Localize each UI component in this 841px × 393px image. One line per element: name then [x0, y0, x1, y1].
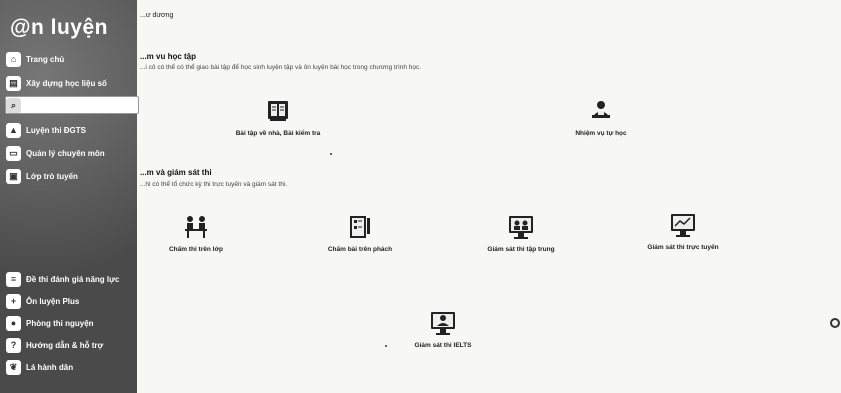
tool-label: Nhiệm vụ tự học: [575, 130, 627, 137]
sidebar-item-help[interactable]: [6, 336, 130, 354]
sidebar-item-label: Lớp trò tuyến: [26, 171, 78, 181]
home-icon: ⌂: [6, 52, 21, 67]
sidebar-item-active[interactable]: [5, 96, 139, 114]
sidebar-item-exam-room[interactable]: [6, 314, 130, 332]
tool-ielts-supervision[interactable]: [353, 310, 533, 349]
tool-label: Giám sát thi trực tuyến: [647, 244, 719, 251]
sidebar-item-digital-materials[interactable]: [6, 74, 130, 92]
sidebar-item-home[interactable]: [6, 50, 130, 68]
book-open-icon: [263, 98, 293, 124]
student-desk-icon: [586, 98, 616, 124]
monitor-chart-icon: [668, 212, 698, 238]
app-logo[interactable]: @n luyện: [10, 16, 108, 39]
sidebar-item-label: Trang chủ: [26, 54, 65, 64]
sidebar: [0, 0, 137, 393]
leaf-icon: ❦: [6, 360, 21, 375]
sidebar-item-label: Đề thi đánh giá năng lực: [26, 274, 120, 284]
monitor-people-icon: [506, 214, 536, 240]
section-subtitle-learning-tasks: ...i cô có thể có thể giao bài tập để học sinh luyện tập và ôn luyện bài học trong chương trình học.: [140, 64, 422, 71]
sidebar-item-label: Lá hành dân: [26, 362, 74, 372]
sidebar-item-leaf[interactable]: [6, 358, 130, 376]
chat-support-icon[interactable]: [830, 318, 840, 328]
tool-label: Chấm bài trên phách: [327, 246, 393, 253]
breadcrumb: ...ư dương: [140, 12, 174, 19]
section-subtitle-exam-supervision: ...hi có thể tổ chức kỳ thi trực tuyến và giám sát thi.: [140, 181, 288, 188]
decorative-dot: [330, 153, 332, 155]
sidebar-item-label: Ôn luyện Plus: [26, 296, 80, 306]
tool-paper-grading[interactable]: [270, 214, 450, 253]
search-icon: ⌕: [6, 98, 21, 113]
sidebar-item-label: Luyện thi ĐGTS: [26, 125, 86, 135]
sidebar-item-professional[interactable]: [6, 144, 130, 162]
graduation-icon: ▲: [6, 123, 21, 138]
grading-icon: [345, 214, 375, 240]
sidebar-item-exam-prep[interactable]: [6, 121, 130, 139]
decorative-dot: [385, 345, 387, 347]
tool-self-study[interactable]: [511, 98, 691, 137]
monitor-exam-icon: [428, 310, 458, 336]
classroom-icon: [181, 214, 211, 240]
tool-label: Bài tập về nhà, Bài kiểm tra: [235, 130, 321, 137]
section-title-exam-supervision: ...m và giám sát thi: [140, 168, 212, 177]
sidebar-item-label: Hướng dẫn & hỗ trợ: [26, 340, 104, 350]
sidebar-item-label: Phòng thi nguyện: [26, 318, 94, 328]
tool-label: Giám sát thi tập trung: [487, 246, 555, 253]
sidebar-item-plus[interactable]: [6, 292, 130, 310]
sidebar-item-label: Xây dựng học liệu số: [26, 78, 107, 88]
user-icon: ●: [6, 316, 21, 331]
class-icon: ▣: [6, 169, 21, 184]
sidebar-item-capacity-exam[interactable]: [6, 270, 130, 288]
exam-icon: ≡: [6, 272, 21, 287]
tool-online-supervision[interactable]: [593, 212, 773, 251]
sidebar-item-label: Quản lý chuyên môn: [26, 148, 105, 158]
tool-label: Chấm thi trên lớp: [168, 246, 224, 253]
tool-homework-tests[interactable]: [188, 98, 368, 137]
tool-onsite-supervision[interactable]: [431, 214, 611, 253]
tool-class-grading[interactable]: [106, 214, 286, 253]
plus-icon: +: [6, 294, 21, 309]
book-icon: ▤: [6, 76, 21, 91]
sidebar-item-online-class[interactable]: [6, 167, 130, 185]
section-title-learning-tasks: ...m vu học tập: [140, 52, 197, 61]
help-icon: ?: [6, 338, 21, 353]
folder-icon: ▭: [6, 146, 21, 161]
tool-label: Giám sát thi IELTS: [414, 342, 472, 349]
